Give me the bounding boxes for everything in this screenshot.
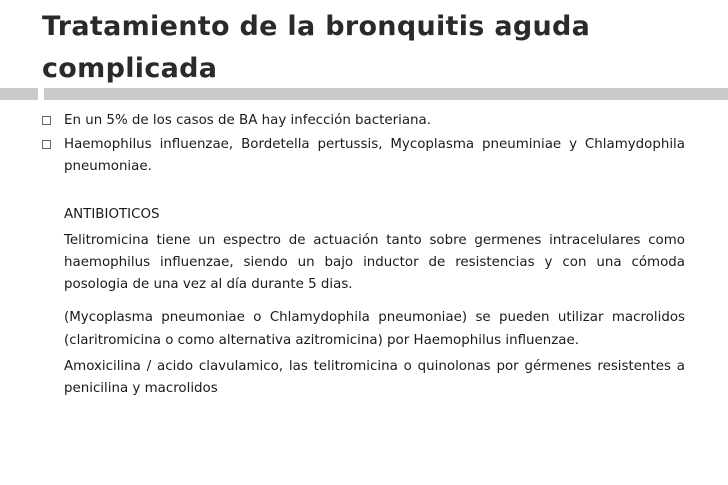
slide-body	[42, 110, 685, 400]
paragraph-telitromicina: Telitromicina tiene un espectro de actuación tanto sobre germenes intracelulares como haemophilus influenzae, siendo un bajo inductor de resistencias y con una cómoda posologia de una vez al día durante 5 dias.	[64, 233, 685, 292]
bullet-item	[42, 110, 685, 132]
title-divider-left	[0, 88, 38, 100]
title-divider-right	[44, 88, 728, 100]
antibiotics-heading: ANTIBIOTICOS	[64, 207, 160, 222]
bullet-text: Haemophilus influenzae, Bordetella pertussis, Mycoplasma pneuminiae y Chlamydophila pneumoniae.	[64, 137, 685, 174]
square-bullet-icon	[42, 116, 51, 125]
bullet-item	[42, 134, 685, 178]
paragraph-amoxicilina: Amoxicilina / acido clavulamico, las telitromicina o quinolonas por gérmenes resistentes a penicilina y macrolidos	[64, 359, 685, 396]
square-bullet-icon	[42, 140, 51, 149]
paragraph-macrolidos: (Mycoplasma pneumoniae o Chlamydophila pneumoniae) se pueden utilizar macrolidos (claritromicina o como alternativa azitromicina) por Haemophilus influenzae.	[64, 310, 685, 348]
bullet-text: En un 5% de los casos de BA hay infección bacteriana.	[64, 113, 431, 128]
slide-title: Tratamiento de la bronquitis aguda complicada	[42, 11, 591, 84]
